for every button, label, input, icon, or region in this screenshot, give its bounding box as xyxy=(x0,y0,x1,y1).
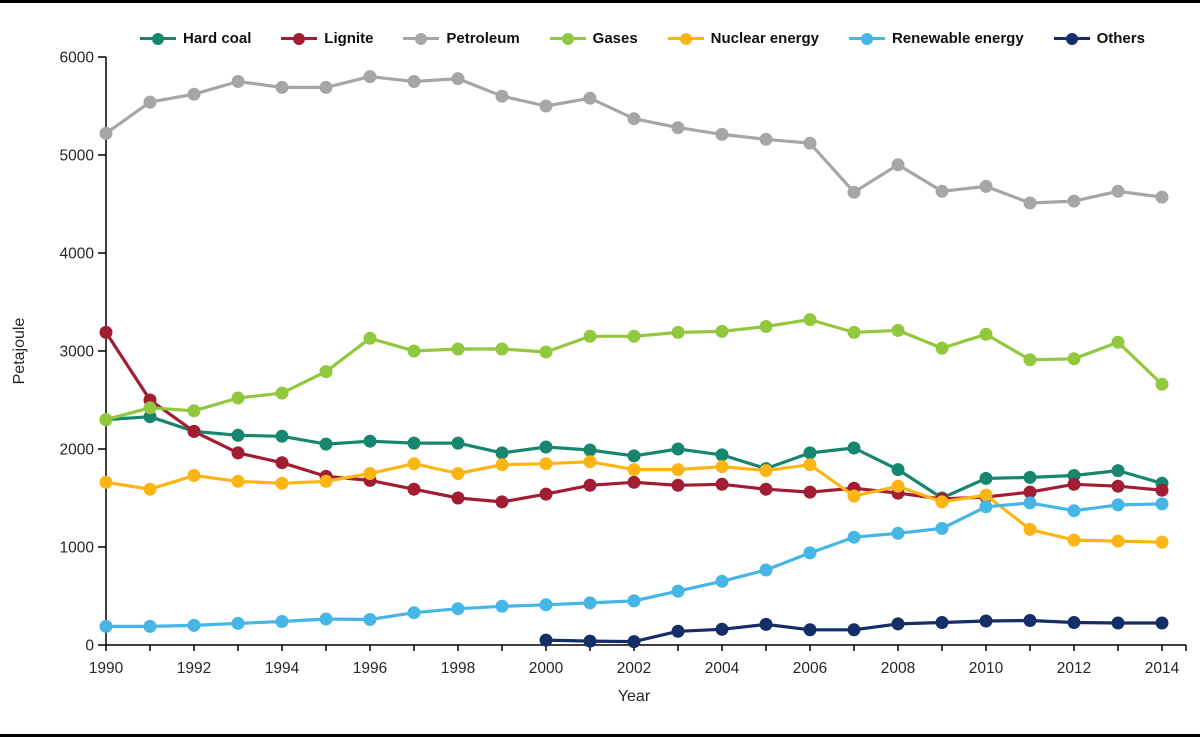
data-point-nuclear-energy-2014 xyxy=(1156,536,1169,549)
data-point-lignite-2000 xyxy=(540,488,553,501)
data-point-nuclear-energy-1994 xyxy=(276,477,289,490)
legend-marker-hard-coal xyxy=(140,32,176,45)
series-points-renewable-energy xyxy=(100,496,1169,633)
data-point-gases-2000 xyxy=(540,346,553,359)
data-point-renewable-energy-2000 xyxy=(540,598,553,611)
series-gases xyxy=(100,313,1169,426)
x-tick-label: 2002 xyxy=(616,660,652,677)
data-point-gases-2004 xyxy=(716,325,729,338)
legend-label-lignite: Lignite xyxy=(324,30,374,47)
data-point-lignite-2006 xyxy=(804,486,817,499)
data-point-nuclear-energy-2004 xyxy=(716,460,729,473)
data-point-lignite-2005 xyxy=(760,483,773,496)
data-point-hard-coal-2003 xyxy=(672,443,685,456)
y-axis-title: Petajoule xyxy=(11,317,28,385)
data-point-hard-coal-2010 xyxy=(980,472,993,485)
data-point-gases-2014 xyxy=(1156,378,1169,391)
data-point-others-2004 xyxy=(716,623,729,636)
data-point-renewable-energy-1998 xyxy=(452,602,465,615)
data-point-nuclear-energy-1998 xyxy=(452,467,465,480)
data-point-nuclear-energy-1999 xyxy=(496,458,509,471)
data-point-hard-coal-2002 xyxy=(628,449,641,462)
data-point-nuclear-energy-2013 xyxy=(1112,535,1125,548)
data-point-nuclear-energy-2000 xyxy=(540,457,553,470)
data-point-hard-coal-2011 xyxy=(1024,471,1037,484)
data-point-nuclear-energy-1995 xyxy=(320,475,333,488)
data-point-renewable-energy-2005 xyxy=(760,564,773,577)
axis-frame xyxy=(106,57,1186,645)
data-point-renewable-energy-2002 xyxy=(628,594,641,607)
data-point-hard-coal-2001 xyxy=(584,444,597,457)
data-point-petroleum-2002 xyxy=(628,112,641,125)
data-point-lignite-1997 xyxy=(408,483,421,496)
data-point-renewable-energy-1995 xyxy=(320,613,333,626)
data-point-others-2007 xyxy=(848,623,861,636)
data-point-lignite-1999 xyxy=(496,495,509,508)
x-tick-label: 2000 xyxy=(528,660,564,677)
legend-label-renewable-energy: Renewable energy xyxy=(891,30,1024,47)
data-point-petroleum-2007 xyxy=(848,186,861,199)
data-point-hard-coal-2004 xyxy=(716,448,729,461)
x-tick-label: 2012 xyxy=(1056,660,1092,677)
data-point-petroleum-2010 xyxy=(980,180,993,193)
data-point-renewable-energy-2007 xyxy=(848,531,861,544)
data-point-hard-coal-1997 xyxy=(408,437,421,450)
data-point-hard-coal-2007 xyxy=(848,442,861,455)
data-point-gases-2011 xyxy=(1024,353,1037,366)
legend-item-gases xyxy=(550,30,638,47)
data-point-hard-coal-1994 xyxy=(276,430,289,443)
legend-item-hard-coal xyxy=(140,30,251,47)
data-point-nuclear-energy-2009 xyxy=(936,495,949,508)
series-points-nuclear-energy xyxy=(100,455,1169,548)
data-point-renewable-energy-2009 xyxy=(936,522,949,535)
data-point-lignite-1994 xyxy=(276,456,289,469)
data-point-gases-2010 xyxy=(980,328,993,341)
data-point-hard-coal-1996 xyxy=(364,435,377,448)
data-point-renewable-energy-1997 xyxy=(408,606,421,619)
series-points-petroleum xyxy=(100,70,1169,209)
data-point-nuclear-energy-2006 xyxy=(804,458,817,471)
data-point-nuclear-energy-1992 xyxy=(188,469,201,482)
data-point-petroleum-1998 xyxy=(452,72,465,85)
data-point-others-2008 xyxy=(892,617,905,630)
y-tick-label: 3000 xyxy=(59,343,94,361)
data-point-gases-1997 xyxy=(408,345,421,358)
legend-marker-nuclear-energy xyxy=(668,32,704,45)
data-point-petroleum-1994 xyxy=(276,81,289,94)
data-point-lignite-2012 xyxy=(1068,478,1081,491)
legend-item-renewable-energy xyxy=(849,30,1024,47)
data-point-petroleum-2004 xyxy=(716,128,729,141)
series-nuclear-energy xyxy=(100,455,1169,548)
data-point-petroleum-2009 xyxy=(936,185,949,198)
legend-item-others xyxy=(1054,30,1145,47)
data-point-others-2012 xyxy=(1068,616,1081,629)
data-point-hard-coal-2000 xyxy=(540,441,553,454)
series-points-others xyxy=(540,614,1169,648)
data-point-others-2013 xyxy=(1112,617,1125,630)
data-point-gases-2008 xyxy=(892,324,905,337)
data-point-renewable-energy-2003 xyxy=(672,585,685,598)
data-point-gases-1999 xyxy=(496,343,509,356)
data-point-gases-2009 xyxy=(936,342,949,355)
data-point-lignite-1993 xyxy=(232,446,245,459)
data-point-lignite-2014 xyxy=(1156,484,1169,497)
series-renewable-energy xyxy=(100,496,1169,633)
axes xyxy=(60,50,1186,678)
data-point-others-2000 xyxy=(540,634,553,647)
data-point-petroleum-1997 xyxy=(408,75,421,88)
data-point-gases-1991 xyxy=(144,401,157,414)
data-point-nuclear-energy-1997 xyxy=(408,457,421,470)
x-tick-label: 2006 xyxy=(792,660,828,677)
data-point-renewable-energy-1994 xyxy=(276,615,289,628)
data-point-gases-2001 xyxy=(584,330,597,343)
data-point-gases-2013 xyxy=(1112,336,1125,349)
data-point-nuclear-energy-2001 xyxy=(584,455,597,468)
series-petroleum xyxy=(100,70,1169,209)
data-point-others-2010 xyxy=(980,615,993,628)
data-point-petroleum-2011 xyxy=(1024,197,1037,210)
data-point-petroleum-1990 xyxy=(100,127,113,140)
data-point-lignite-2002 xyxy=(628,476,641,489)
legend-item-lignite xyxy=(281,30,373,47)
legend-label-others: Others xyxy=(1096,30,1145,47)
data-point-hard-coal-2008 xyxy=(892,463,905,476)
x-tick-label: 1992 xyxy=(176,660,212,677)
x-axis-title: Year xyxy=(617,688,651,705)
x-tick-label: 1994 xyxy=(264,660,300,677)
data-point-renewable-energy-2012 xyxy=(1068,504,1081,517)
y-tick-label: 1000 xyxy=(59,539,94,557)
data-point-hard-coal-2006 xyxy=(804,446,817,459)
data-point-hard-coal-1999 xyxy=(496,446,509,459)
data-point-petroleum-2008 xyxy=(892,158,905,171)
data-point-gases-1995 xyxy=(320,365,333,378)
data-point-gases-2007 xyxy=(848,326,861,339)
legend-marker-gases xyxy=(550,32,586,45)
data-point-nuclear-energy-2002 xyxy=(628,463,641,476)
data-point-others-2002 xyxy=(628,635,641,648)
legend-marker-lignite xyxy=(281,32,317,45)
data-point-lignite-1998 xyxy=(452,492,465,505)
data-point-nuclear-energy-1990 xyxy=(100,476,113,489)
data-point-petroleum-1996 xyxy=(364,70,377,83)
x-tick-label: 2004 xyxy=(704,660,740,677)
data-point-petroleum-1999 xyxy=(496,90,509,103)
data-point-petroleum-1991 xyxy=(144,96,157,109)
data-point-gases-1992 xyxy=(188,404,201,417)
y-tick-label: 2000 xyxy=(59,441,94,459)
data-point-hard-coal-2013 xyxy=(1112,464,1125,477)
x-tick-label: 2010 xyxy=(968,660,1004,677)
series-others xyxy=(540,614,1169,648)
x-tick-label: 2014 xyxy=(1144,660,1180,677)
legend-label-hard-coal: Hard coal xyxy=(183,30,252,47)
y-tick-label: 0 xyxy=(85,637,94,655)
data-point-nuclear-energy-2005 xyxy=(760,464,773,477)
data-point-others-2014 xyxy=(1156,617,1169,630)
data-point-lignite-2001 xyxy=(584,479,597,492)
data-point-petroleum-2006 xyxy=(804,137,817,150)
data-point-nuclear-energy-2010 xyxy=(980,489,993,502)
data-point-gases-1993 xyxy=(232,392,245,405)
y-tick-label: 5000 xyxy=(59,147,94,165)
data-point-lignite-2013 xyxy=(1112,480,1125,493)
data-point-gases-1998 xyxy=(452,343,465,356)
data-point-renewable-energy-2014 xyxy=(1156,497,1169,510)
series-lines xyxy=(100,70,1169,648)
data-point-petroleum-2013 xyxy=(1112,185,1125,198)
data-point-renewable-energy-2006 xyxy=(804,546,817,559)
data-point-lignite-1992 xyxy=(188,425,201,438)
data-point-nuclear-energy-2008 xyxy=(892,480,905,493)
data-point-nuclear-energy-2007 xyxy=(848,490,861,503)
series-line-petroleum xyxy=(106,77,1162,203)
data-point-renewable-energy-2004 xyxy=(716,575,729,588)
y-tick-label: 4000 xyxy=(59,245,94,263)
data-point-hard-coal-1995 xyxy=(320,438,333,451)
data-point-others-2003 xyxy=(672,625,685,638)
data-point-renewable-energy-2008 xyxy=(892,527,905,540)
data-point-petroleum-1993 xyxy=(232,75,245,88)
data-point-petroleum-2005 xyxy=(760,133,773,146)
data-point-nuclear-energy-1991 xyxy=(144,483,157,496)
data-point-petroleum-1992 xyxy=(188,88,201,101)
data-point-renewable-energy-1990 xyxy=(100,620,113,633)
data-point-gases-2006 xyxy=(804,313,817,326)
data-point-renewable-energy-2010 xyxy=(980,500,993,513)
x-tick-label: 1998 xyxy=(440,660,476,677)
data-point-renewable-energy-1993 xyxy=(232,617,245,630)
data-point-petroleum-1995 xyxy=(320,81,333,94)
data-point-petroleum-2014 xyxy=(1156,191,1169,204)
data-point-renewable-energy-1996 xyxy=(364,613,377,626)
data-point-nuclear-energy-1996 xyxy=(364,467,377,480)
data-point-renewable-energy-2013 xyxy=(1112,498,1125,511)
x-tick-label: 2008 xyxy=(880,660,916,677)
data-point-gases-1994 xyxy=(276,387,289,400)
data-point-renewable-energy-2011 xyxy=(1024,496,1037,509)
series-points-gases xyxy=(100,313,1169,426)
data-point-renewable-energy-1999 xyxy=(496,600,509,613)
legend-marker-renewable-energy xyxy=(849,32,885,45)
data-point-petroleum-2001 xyxy=(584,92,597,105)
data-point-lignite-2004 xyxy=(716,478,729,491)
data-point-petroleum-2000 xyxy=(540,100,553,113)
x-tick-label: 1990 xyxy=(88,660,124,677)
data-point-nuclear-energy-1993 xyxy=(232,475,245,488)
chart-legend xyxy=(140,30,1145,47)
data-point-hard-coal-1993 xyxy=(232,429,245,442)
legend-item-petroleum xyxy=(403,30,519,47)
data-point-nuclear-energy-2012 xyxy=(1068,534,1081,547)
legend-marker-others xyxy=(1054,32,1090,45)
data-point-gases-2012 xyxy=(1068,352,1081,365)
data-point-renewable-energy-1992 xyxy=(188,619,201,632)
data-point-others-2001 xyxy=(584,635,597,648)
data-point-others-2005 xyxy=(760,618,773,631)
data-point-gases-1996 xyxy=(364,332,377,345)
data-point-renewable-energy-2001 xyxy=(584,596,597,609)
data-point-gases-2003 xyxy=(672,326,685,339)
data-point-nuclear-energy-2011 xyxy=(1024,523,1037,536)
legend-item-nuclear-energy xyxy=(668,30,819,47)
legend-marker-petroleum xyxy=(403,32,439,45)
legend-label-gases: Gases xyxy=(592,30,638,47)
data-point-others-2011 xyxy=(1024,614,1037,627)
series-line-renewable-energy xyxy=(106,503,1162,627)
data-point-lignite-2003 xyxy=(672,479,685,492)
data-point-others-2009 xyxy=(936,616,949,629)
legend-label-petroleum: Petroleum xyxy=(446,30,520,47)
data-point-renewable-energy-1991 xyxy=(144,620,157,633)
data-point-others-2006 xyxy=(804,623,817,636)
data-point-lignite-1990 xyxy=(100,326,113,339)
data-point-gases-2005 xyxy=(760,320,773,333)
x-tick-label: 1996 xyxy=(352,660,388,677)
data-point-nuclear-energy-2003 xyxy=(672,463,685,476)
data-point-gases-1990 xyxy=(100,413,113,426)
data-point-petroleum-2003 xyxy=(672,121,685,134)
data-point-hard-coal-1998 xyxy=(452,437,465,450)
data-point-gases-2002 xyxy=(628,330,641,343)
data-point-petroleum-2012 xyxy=(1068,195,1081,208)
y-tick-label: 6000 xyxy=(59,49,94,67)
legend-label-nuclear-energy: Nuclear energy xyxy=(710,30,820,47)
